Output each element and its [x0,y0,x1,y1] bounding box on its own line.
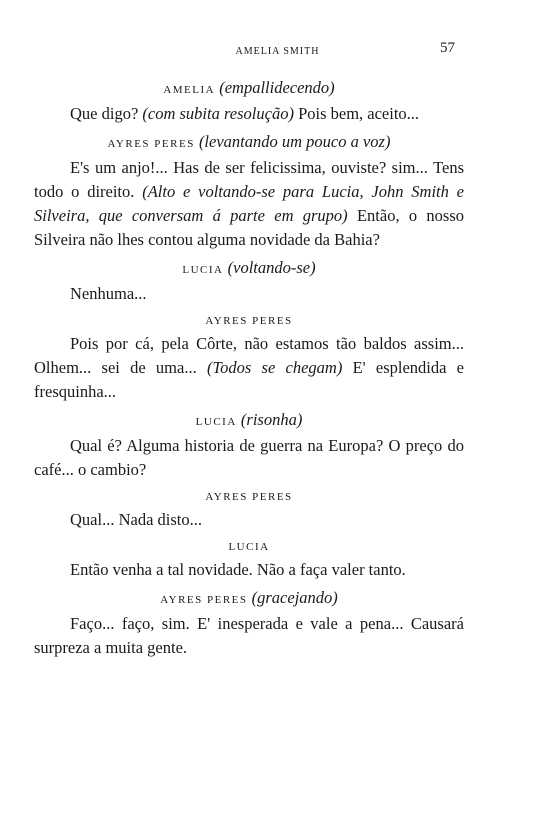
speech-paragraph: Qual... Nada disto... [70,510,202,529]
speaker-heading [34,310,464,330]
speech-paragraph: Qual é? Alguma historia de guerra na Europa? O preço do café... o cambio? [34,436,464,479]
dialogue-body [34,76,464,664]
speaker-name: AYRES PERES [205,315,293,327]
speech-paragraph [34,156,464,252]
speech-text: E' esplendida e fresquinha... [34,358,464,401]
stage-direction: (levantando um pouco a voz) [198,132,391,151]
stage-direction: (Alto e voltando-se para Lucia, John Smith e Silveira, que conversam á parte em grupo) [34,182,464,225]
speaker-name: LUCIA [228,541,270,553]
speaker-heading [34,586,464,612]
stage-direction: (gracejando) [251,588,338,607]
speech-text: E's um anjo!... Has de ser felicissima, ouviste? sim... Tens todo o direito. [34,158,464,201]
speaker-name: LUCIA [195,416,237,428]
stage-direction: (Todos se chegam) [206,358,343,377]
speech-text: Então, o nosso Silveira não lhes contou alguma novidade da Bahia? [34,206,464,249]
speaker-heading [34,486,464,506]
speaker-name: AYRES PERES [107,138,195,150]
speaker-heading [34,408,464,434]
stage-direction: (com subita resolução) [142,104,294,123]
speaker-heading [34,130,464,156]
speech-paragraph [34,102,464,126]
speech-text: Pois por cá, pela Côrte, não estamos tão baldos assim... Olhem... sei de uma... [34,334,464,377]
speaker-heading [34,76,464,102]
speaker-heading [34,256,464,282]
speech-paragraph: Então venha a tal novidade. Não a faça valer tanto. [70,560,406,579]
speech-paragraph [34,332,464,404]
speaker-name: AYRES PERES [205,491,293,503]
speech-paragraph: Nenhuma... [70,284,147,303]
stage-direction: (risonha) [240,410,303,429]
speech-text: Que digo? [70,104,143,123]
stage-direction: (voltando-se) [227,258,316,277]
speaker-name: AMELIA [163,84,216,96]
stage-direction: (empallidecendo) [219,78,335,97]
speech-paragraph: Faço... faço, sim. E' inesperada e vale a pena... Causará surpreza a muita gente. [34,614,464,657]
page-number: 57 [440,40,455,56]
speaker-heading [34,536,464,556]
speaker-name: LUCIA [182,264,224,276]
speech-text: Pois bem, aceito... [293,104,420,123]
speaker-name: AYRES PERES [160,594,248,606]
running-title: AMELIA SMITH [235,46,320,57]
